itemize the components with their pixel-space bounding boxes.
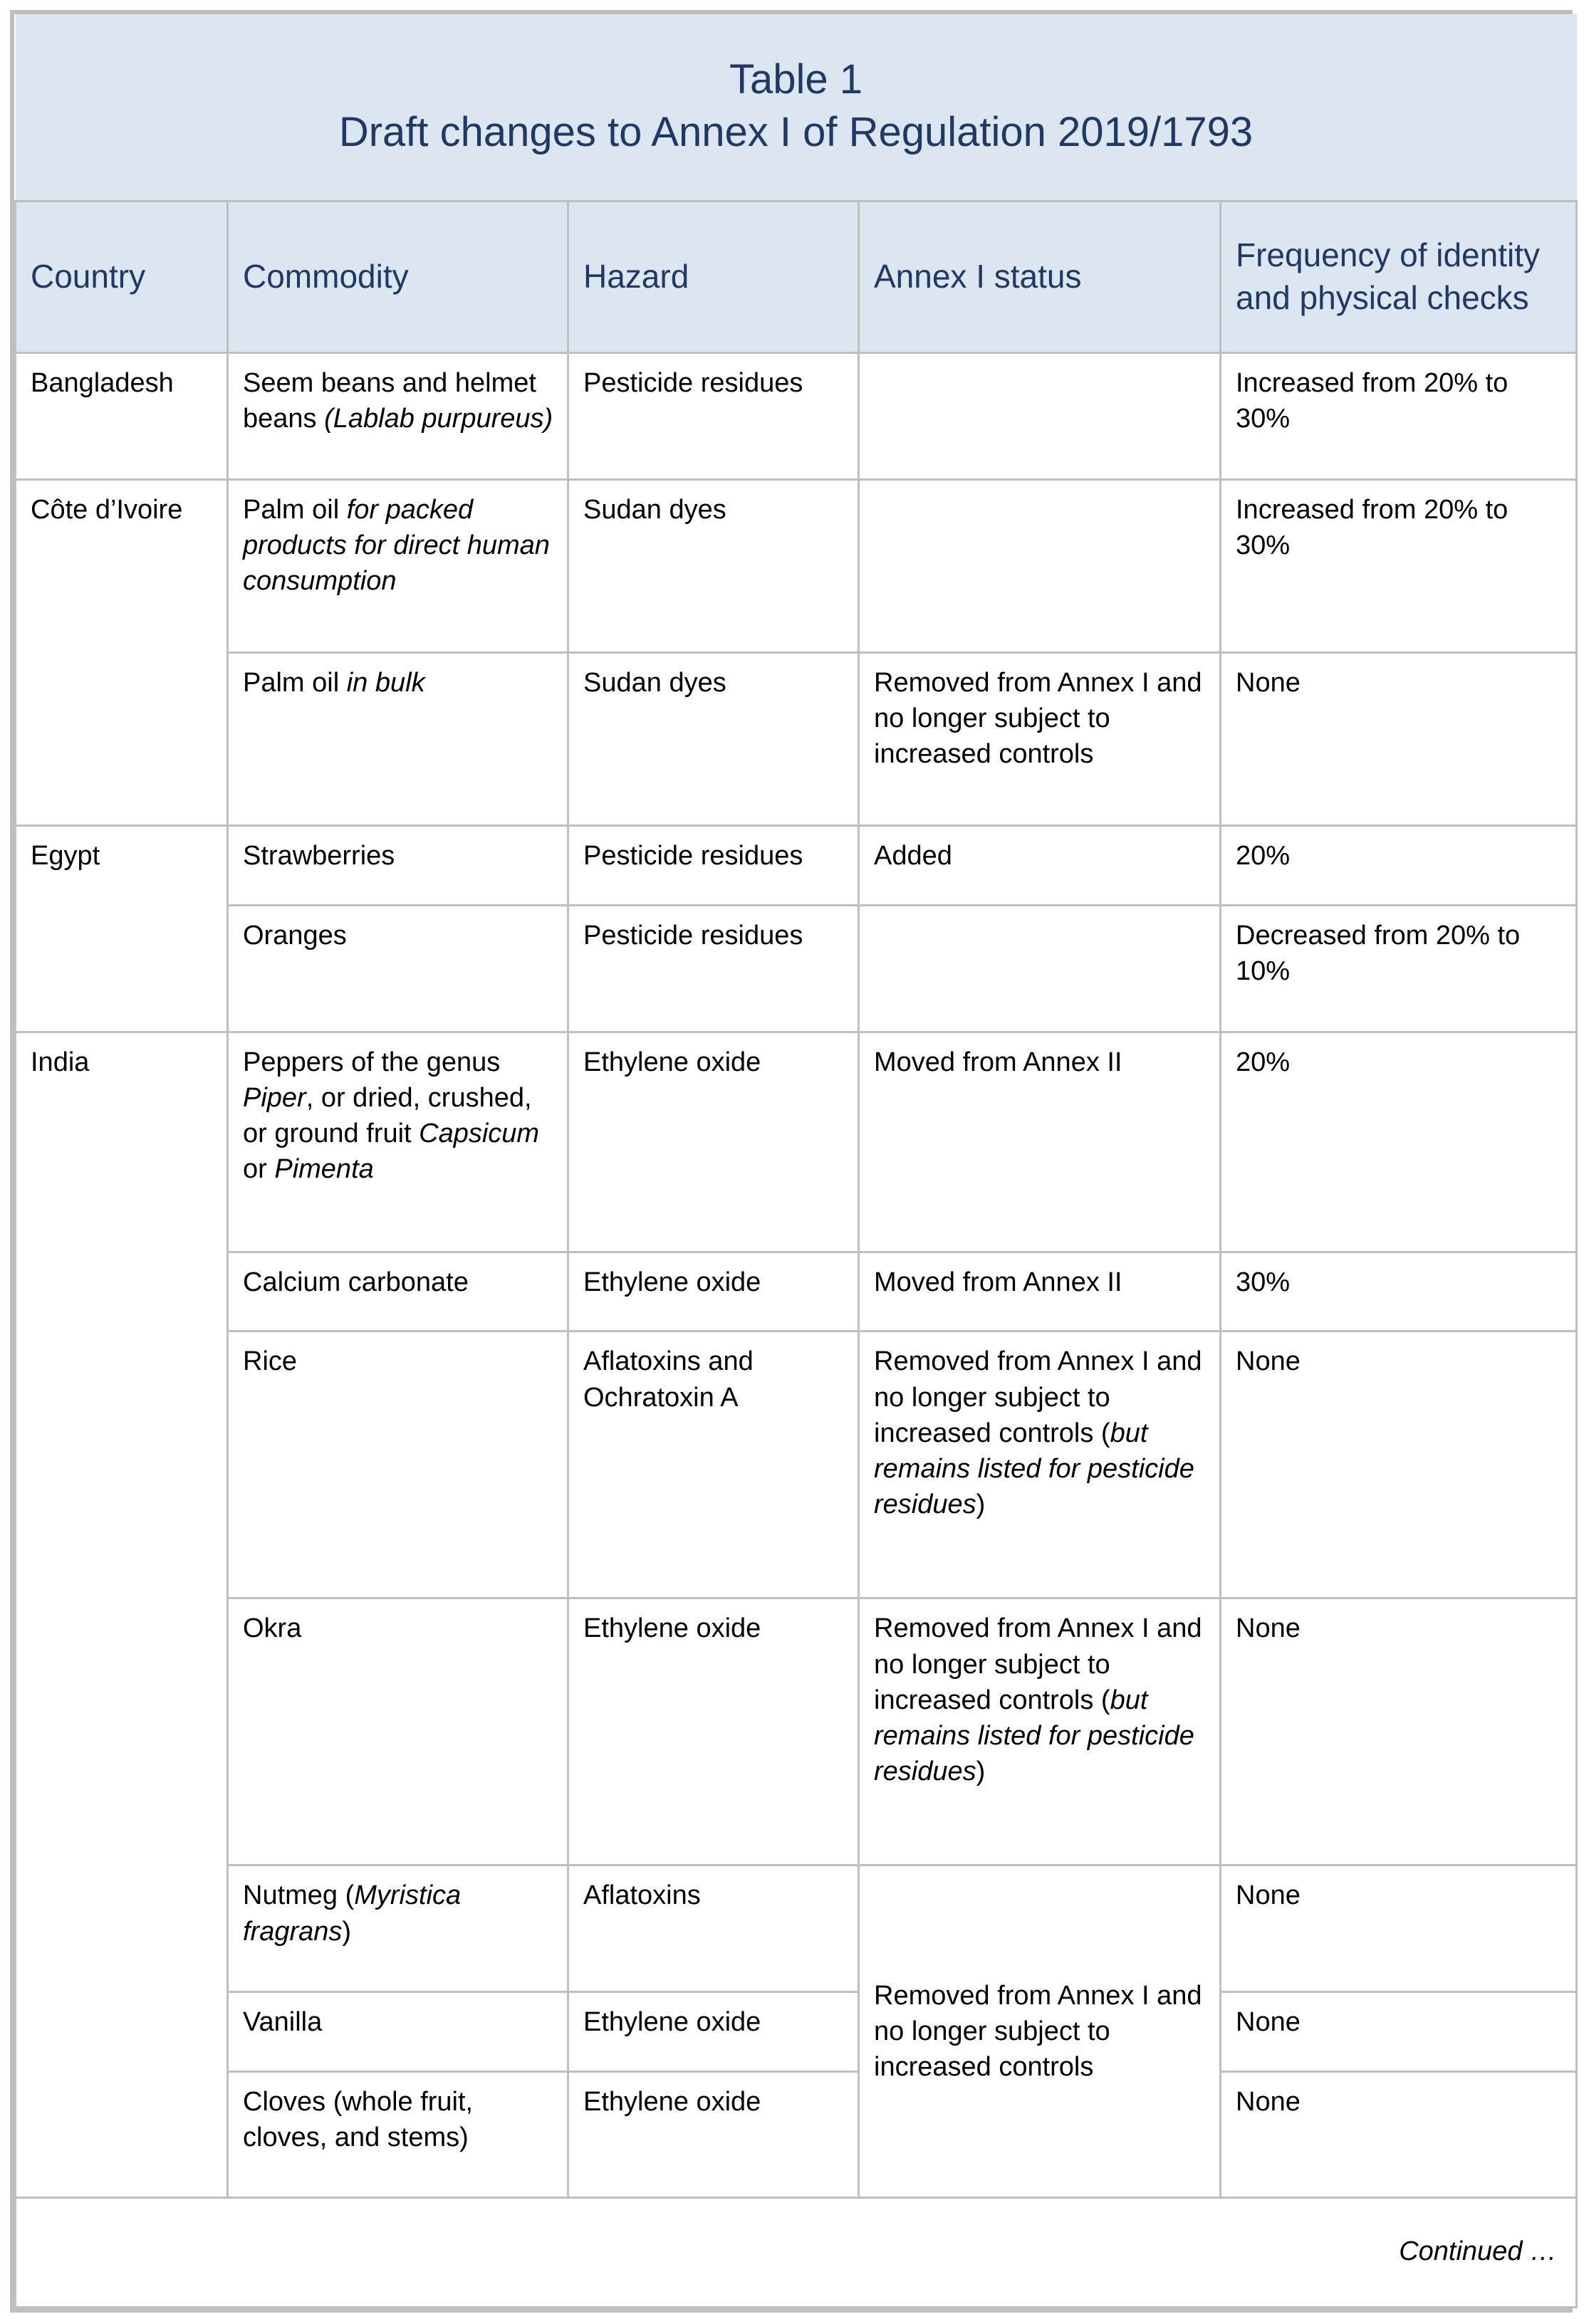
title-line-2: Draft changes to Annex I of Regulation 2019/1793 (338, 109, 1254, 156)
cell-annex-status: Added (859, 826, 1221, 906)
table-container (10, 10, 1573, 2313)
table-row (16, 1331, 1577, 1598)
cell-hazard: Ethylene oxide (568, 1252, 859, 1331)
cell-commodity: Calcium carbonate (228, 1252, 568, 1331)
cell-commodity (228, 479, 568, 652)
cell-commodity: Vanilla (228, 1991, 568, 2071)
cell-frequency: None (1221, 2071, 1577, 2198)
cell-frequency: None (1221, 1865, 1577, 1992)
table-title (16, 14, 1577, 201)
commodity-text: Palm oil (243, 494, 347, 525)
cell-annex-status: Moved from Annex II (859, 1252, 1221, 1331)
status-note: but remains listed for pesticide residues (874, 1685, 1194, 1787)
table-row (16, 479, 1577, 652)
cell-annex-status: Moved from Annex II (859, 1032, 1221, 1252)
cell-frequency: None (1221, 1331, 1577, 1598)
commodity-text: Nutmeg ( (243, 1880, 355, 1911)
commodity-qualifier: for packed products for direct human consumption (243, 494, 550, 597)
table-row (16, 1865, 1577, 1992)
table-row (16, 1032, 1577, 1252)
status-text-close: ) (976, 1757, 986, 1787)
status-note: but remains listed for pesticide residues (874, 1418, 1194, 1520)
commodity-genus-capsicum: Capsicum (419, 1118, 540, 1148)
cell-country: Côte d’Ivoire (16, 479, 228, 826)
cell-hazard: Ethylene oxide (568, 1032, 859, 1252)
cell-commodity (228, 1865, 568, 1992)
cell-frequency: None (1221, 1598, 1577, 1865)
cell-hazard: Ethylene oxide (568, 1598, 859, 1865)
commodity-text: Palm oil (243, 668, 347, 698)
cell-frequency: 30% (1221, 1252, 1577, 1331)
cell-hazard: Sudan dyes (568, 479, 859, 652)
table-row (16, 826, 1577, 906)
cell-commodity (228, 653, 568, 826)
cell-commodity: Oranges (228, 906, 568, 1032)
cell-annex-status: Removed from Annex I and no longer subject to increased controls (859, 653, 1221, 826)
status-text-close: ) (976, 1490, 986, 1520)
commodity-text-2: , or dried, crushed, or ground fruit (243, 1082, 532, 1148)
cell-frequency: Decreased from 20% to 10% (1221, 906, 1577, 1032)
cell-hazard: Aflatoxins and Ochratoxin A (568, 1331, 859, 1598)
cell-commodity: Strawberries (228, 826, 568, 906)
cell-commodity: Cloves (whole fruit, cloves, and stems) (228, 2071, 568, 2198)
cell-frequency: Increased from 20% to 30% (1221, 479, 1577, 652)
commodity-qualifier: in bulk (346, 668, 425, 698)
column-header-commodity: Commodity (228, 201, 568, 352)
cell-hazard: Pesticide residues (568, 826, 859, 906)
cell-annex-status (859, 1598, 1221, 1865)
cell-commodity (228, 353, 568, 480)
table-row (16, 2071, 1577, 2198)
cell-commodity: Okra (228, 1598, 568, 1865)
cell-commodity (228, 1032, 568, 1252)
continued-note: Continued … (16, 2198, 1577, 2308)
cell-hazard: Ethylene oxide (568, 2071, 859, 2198)
table-footer-row (16, 2198, 1577, 2308)
cell-country: Bangladesh (16, 353, 228, 480)
status-text: Removed from Annex I and no longer subject to increased controls ( (874, 1346, 1202, 1448)
cell-hazard: Pesticide residues (568, 353, 859, 480)
title-line-1: Table 1 (729, 56, 863, 103)
column-header-country: Country (16, 201, 228, 352)
cell-frequency: Increased from 20% to 30% (1221, 353, 1577, 480)
cell-annex-status (859, 906, 1221, 1032)
table-row (16, 906, 1577, 1032)
cell-frequency: 20% (1221, 826, 1577, 906)
cell-hazard: Sudan dyes (568, 653, 859, 826)
cell-country: Egypt (16, 826, 228, 1032)
commodity-genus-pimenta: Pimenta (274, 1154, 374, 1185)
commodity-text-3: or (243, 1154, 275, 1185)
cell-country: India (16, 1032, 228, 2198)
cell-hazard: Ethylene oxide (568, 1991, 859, 2071)
commodity-scientific-name: (Lablab purpureus) (324, 404, 553, 434)
status-text: Removed from Annex I and no longer subject to increased controls ( (874, 1613, 1202, 1715)
cell-annex-status (859, 1331, 1221, 1598)
table-row (16, 1991, 1577, 2071)
cell-frequency: 20% (1221, 1032, 1577, 1252)
cell-hazard: Pesticide residues (568, 906, 859, 1032)
cell-annex-status-merged: Removed from Annex I and no longer subject to increased controls (859, 1865, 1221, 2198)
column-header-hazard: Hazard (568, 201, 859, 352)
cell-hazard: Aflatoxins (568, 1865, 859, 1992)
column-header-annex-status: Annex I status (859, 201, 1221, 352)
commodity-genus-piper: Piper (243, 1082, 306, 1113)
cell-annex-status (859, 353, 1221, 480)
commodity-scientific-name: Myristica fragrans (243, 1880, 462, 1947)
cell-commodity: Rice (228, 1331, 568, 1598)
cell-frequency: None (1221, 1991, 1577, 2071)
table-header-row (16, 201, 1577, 352)
table-row (16, 1598, 1577, 1865)
table-row (16, 353, 1577, 480)
commodity-text: Seem beans and helmet beans (243, 368, 536, 434)
commodity-text-close: ) (342, 1916, 352, 1947)
table-row (16, 653, 1577, 826)
table-row (16, 1252, 1577, 1331)
draft-changes-table (14, 14, 1578, 2308)
column-header-frequency: Frequency of identity and physical checks (1221, 201, 1577, 352)
cell-frequency: None (1221, 653, 1577, 826)
commodity-text: Peppers of the genus (243, 1047, 501, 1077)
cell-annex-status (859, 479, 1221, 652)
table-title-row (16, 14, 1577, 201)
